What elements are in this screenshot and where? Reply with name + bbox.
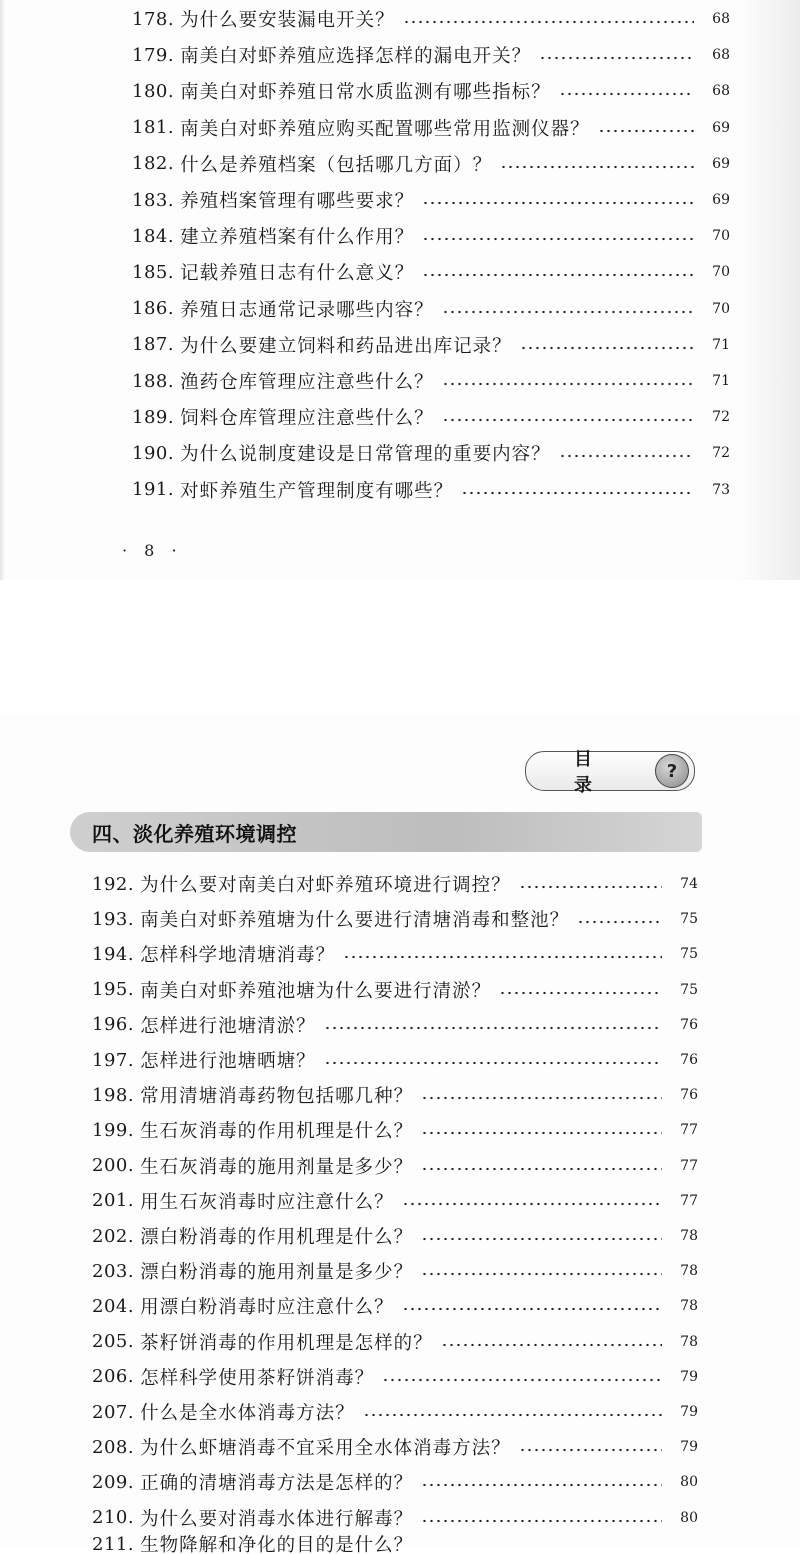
entry-page: 70: [712, 228, 730, 245]
leader-dots: [421, 1167, 662, 1171]
entry-page: 72: [712, 445, 730, 462]
entry-page: 77: [680, 1122, 698, 1139]
leader-dots: [500, 165, 694, 169]
leader-dots: [421, 1096, 662, 1100]
entry-title: 怎样进行池塘清淤？: [140, 1015, 316, 1037]
entry-page: 76: [680, 1016, 698, 1033]
entry-page: 77: [680, 1157, 698, 1174]
toc-entry: [132, 110, 730, 146]
entry-page: 75: [680, 946, 698, 963]
entry-title: 生石灰消毒的作用机理是什么？: [140, 1121, 414, 1143]
entry-title: 南美白对虾养殖应选择怎样的漏电开关？: [180, 46, 532, 68]
leader-dots: [520, 346, 694, 350]
toc-entry-cut: [92, 1534, 413, 1554]
entry-number: 184.: [132, 225, 175, 247]
toc-entry: [132, 435, 730, 471]
leader-dots: [559, 92, 694, 96]
toc-entry: [92, 1324, 698, 1360]
entry-number: 179.: [132, 44, 175, 66]
toc-entry: [132, 327, 730, 363]
leader-dots: [421, 1237, 662, 1241]
leader-dots: [421, 1272, 662, 1276]
entry-number: 187.: [132, 334, 175, 356]
toc-entry: [132, 399, 730, 435]
question-mark-icon: ?: [655, 754, 689, 788]
entry-number: 211.: [92, 1534, 135, 1554]
toc-header-tab: [525, 749, 695, 796]
entry-page: 68: [712, 83, 730, 100]
entry-title: 为什么要安装漏电开关？: [180, 10, 395, 31]
entry-number: 178.: [132, 8, 175, 30]
leader-dots: [559, 454, 694, 458]
entry-title: 建立养殖档案有什么作用？: [180, 227, 415, 249]
entry-number: 196.: [92, 1014, 135, 1036]
entry-number: 185.: [132, 261, 175, 283]
entry-page: 75: [680, 981, 698, 998]
entry-title: 为什么虾塘消毒不宜采用全水体消毒方法？: [140, 1438, 511, 1460]
entry-page: 78: [680, 1228, 698, 1244]
entry-number: 199.: [92, 1119, 135, 1141]
entry-number: 204.: [92, 1295, 135, 1317]
toc-entry: [132, 1, 730, 37]
toc-entry: [132, 254, 730, 290]
entry-title: 为什么说制度建设是日常管理的重要内容？: [180, 444, 551, 466]
leader-dots: [324, 1026, 662, 1030]
leader-dots: [324, 1061, 662, 1065]
toc-entry: [132, 472, 730, 508]
entry-number: 195.: [92, 979, 135, 1001]
leader-dots: [421, 1131, 662, 1135]
section-title: 四、淡化养殖环境调控: [92, 821, 297, 846]
entry-number: 188.: [132, 370, 175, 392]
entry-page: 71: [712, 373, 730, 389]
entry-page: 76: [680, 1087, 698, 1104]
entry-number: 181.: [132, 117, 175, 139]
page-number: · 8 ·: [122, 541, 183, 560]
toc-entry: [92, 1148, 698, 1184]
entry-title: 记载养殖日志有什么意义？: [180, 263, 415, 285]
leader-dots: [402, 1307, 662, 1311]
page-gap: [0, 580, 800, 715]
toc-entry: [92, 1007, 698, 1043]
entry-page: 79: [680, 1439, 698, 1456]
entry-page: 78: [680, 1333, 698, 1350]
section-heading-bar: [70, 812, 702, 852]
entry-page: 75: [680, 911, 698, 928]
leader-dots: [442, 382, 694, 386]
entry-title: 渔药仓库管理应注意些什么？: [180, 372, 434, 393]
leader-dots: [421, 1519, 662, 1523]
entry-number: 183.: [132, 189, 175, 211]
entry-title: 怎样科学使用茶籽饼消毒？: [140, 1367, 375, 1389]
entry-page: 69: [712, 119, 730, 136]
leader-dots: [539, 56, 694, 60]
leader-dots: [422, 201, 694, 205]
toc-entry: [132, 182, 730, 218]
entry-page: 71: [712, 336, 730, 353]
toc-entry: [92, 901, 698, 937]
leader-dots: [442, 310, 694, 314]
entry-number: 209.: [92, 1471, 135, 1493]
entry-title: 对虾养殖生产管理制度有哪些？: [180, 480, 454, 502]
leader-dots: [519, 1448, 662, 1452]
toc-entry: [92, 1394, 698, 1430]
toc-entry: [92, 1464, 698, 1500]
entry-title: 为什么要对南美白对虾养殖环境进行调控？: [140, 875, 511, 896]
page-edge-shadow: [0, 0, 6, 580]
entry-title: 南美白对虾养殖应购买配置哪些常用监测仪器？: [180, 118, 590, 140]
entry-page: 79: [680, 1368, 698, 1385]
entry-page: 70: [712, 264, 730, 281]
entry-number: 203.: [92, 1260, 135, 1282]
toc-entry: [92, 1218, 698, 1254]
entry-number: 190.: [132, 442, 175, 464]
entry-page: 78: [680, 1263, 698, 1280]
toc-entry: [92, 1429, 698, 1465]
entry-page: 80: [680, 1474, 698, 1491]
entry-number: 205.: [92, 1331, 135, 1353]
entry-page: 79: [680, 1404, 698, 1420]
entry-title: 为什么要对消毒水体进行解毒？: [140, 1508, 414, 1530]
leader-dots: [441, 1343, 662, 1347]
entry-page: 78: [680, 1298, 698, 1315]
leader-dots: [403, 20, 694, 24]
toc-entry: [92, 1112, 698, 1148]
leader-dots: [363, 1413, 662, 1417]
entry-title: 怎样进行池塘晒塘？: [140, 1051, 316, 1072]
entry-number: 193.: [92, 908, 135, 930]
entry-title: 常用清塘消毒药物包括哪几种？: [140, 1086, 414, 1108]
entry-title: 用生石灰消毒时应注意什么？: [140, 1191, 394, 1213]
entry-page: 73: [712, 481, 730, 498]
entry-number: 210.: [92, 1507, 135, 1529]
entry-page: 68: [712, 47, 730, 64]
entry-title: 生石灰消毒的施用剂量是多少？: [140, 1156, 414, 1178]
leader-dots: [499, 991, 662, 995]
entry-number: 206.: [92, 1366, 135, 1388]
entry-number: 197.: [92, 1049, 135, 1071]
entry-page: 70: [712, 300, 730, 317]
toc-entry: [92, 936, 698, 972]
leader-dots: [421, 1483, 662, 1487]
entry-title: 漂白粉消毒的施用剂量是多少？: [140, 1262, 414, 1284]
entry-number: 182.: [132, 153, 175, 175]
entry-title: 怎样科学地清塘消毒？: [140, 945, 336, 967]
toc-entry: [132, 218, 730, 254]
entry-number: 180.: [132, 80, 175, 102]
leader-dots: [598, 129, 694, 133]
entry-number: 192.: [92, 873, 135, 895]
entry-number: 200.: [92, 1155, 135, 1177]
entry-title: 为什么要建立饲料和药品进出库记录？: [180, 335, 512, 357]
entry-number: 202.: [92, 1225, 135, 1247]
leader-dots: [422, 237, 694, 241]
toc-entry: [132, 73, 730, 109]
toc-entry: [92, 1359, 698, 1395]
toc-entry: [92, 972, 698, 1008]
leader-dots: [422, 273, 694, 277]
toc-entry: [92, 866, 698, 902]
entry-number: 208.: [92, 1436, 135, 1458]
toc-entry: [92, 1253, 698, 1289]
entry-title: 茶籽饼消毒的作用机理是怎样的？: [140, 1332, 433, 1354]
toc-entry: [132, 291, 730, 327]
entry-number: 194.: [92, 943, 135, 965]
entry-page: 68: [712, 11, 730, 27]
entry-number: 186.: [132, 298, 175, 320]
toc-page-top: [0, 0, 800, 580]
toc-header-label: 目 录: [574, 749, 622, 796]
entry-number: 191.: [132, 479, 175, 501]
leader-dots: [402, 1202, 662, 1206]
leader-dots: [519, 885, 662, 889]
entry-title: 饲料仓库管理应注意些什么？: [180, 408, 434, 430]
entry-page: 69: [712, 155, 730, 172]
entry-number: 207.: [92, 1401, 135, 1423]
entry-title: 南美白对虾养殖池塘为什么要进行清淤？: [140, 980, 492, 1002]
toc-entry: [92, 1288, 698, 1324]
toc-entry: [92, 1077, 698, 1113]
leader-dots: [442, 418, 694, 422]
entry-title: 生物降解和净化的目的是什么？: [140, 1535, 414, 1554]
leader-dots: [461, 491, 694, 495]
entry-title: 什么是养殖档案（包括哪几方面）？: [180, 154, 493, 176]
entry-title: 漂白粉消毒的作用机理是什么？: [140, 1227, 414, 1248]
leader-dots: [577, 920, 662, 924]
entry-number: 198.: [92, 1084, 135, 1106]
entry-page: 72: [712, 409, 730, 426]
toc-entry: [132, 146, 730, 182]
entry-title: 什么是全水体消毒方法？: [140, 1403, 355, 1424]
toc-entry: [132, 37, 730, 73]
entry-page: 74: [680, 876, 698, 892]
entry-page: 80: [680, 1509, 698, 1526]
toc-entry: [92, 1042, 698, 1078]
entry-page: 77: [680, 1192, 698, 1209]
toc-entry: [92, 1183, 698, 1219]
entry-title: 正确的清塘消毒方法是怎样的？: [140, 1473, 414, 1495]
toc-entry: [92, 1500, 698, 1536]
entry-page: 69: [712, 192, 730, 208]
entry-number: 189.: [132, 406, 175, 428]
entry-title: 养殖日志通常记录哪些内容？: [180, 299, 434, 321]
leader-dots: [382, 1378, 662, 1382]
entry-page: 76: [680, 1052, 698, 1068]
entry-title: 南美白对虾养殖塘为什么要进行清塘消毒和整池？: [140, 910, 570, 932]
entry-title: 南美白对虾养殖日常水质监测有哪些指标？: [180, 82, 551, 104]
page-edge-shadow: [740, 0, 800, 580]
toc-entry: [132, 363, 730, 399]
entry-number: 201.: [92, 1190, 135, 1212]
entry-title: 养殖档案管理有哪些要求？: [180, 191, 415, 212]
leader-dots: [343, 955, 662, 959]
entry-title: 用漂白粉消毒时应注意什么？: [140, 1297, 394, 1319]
